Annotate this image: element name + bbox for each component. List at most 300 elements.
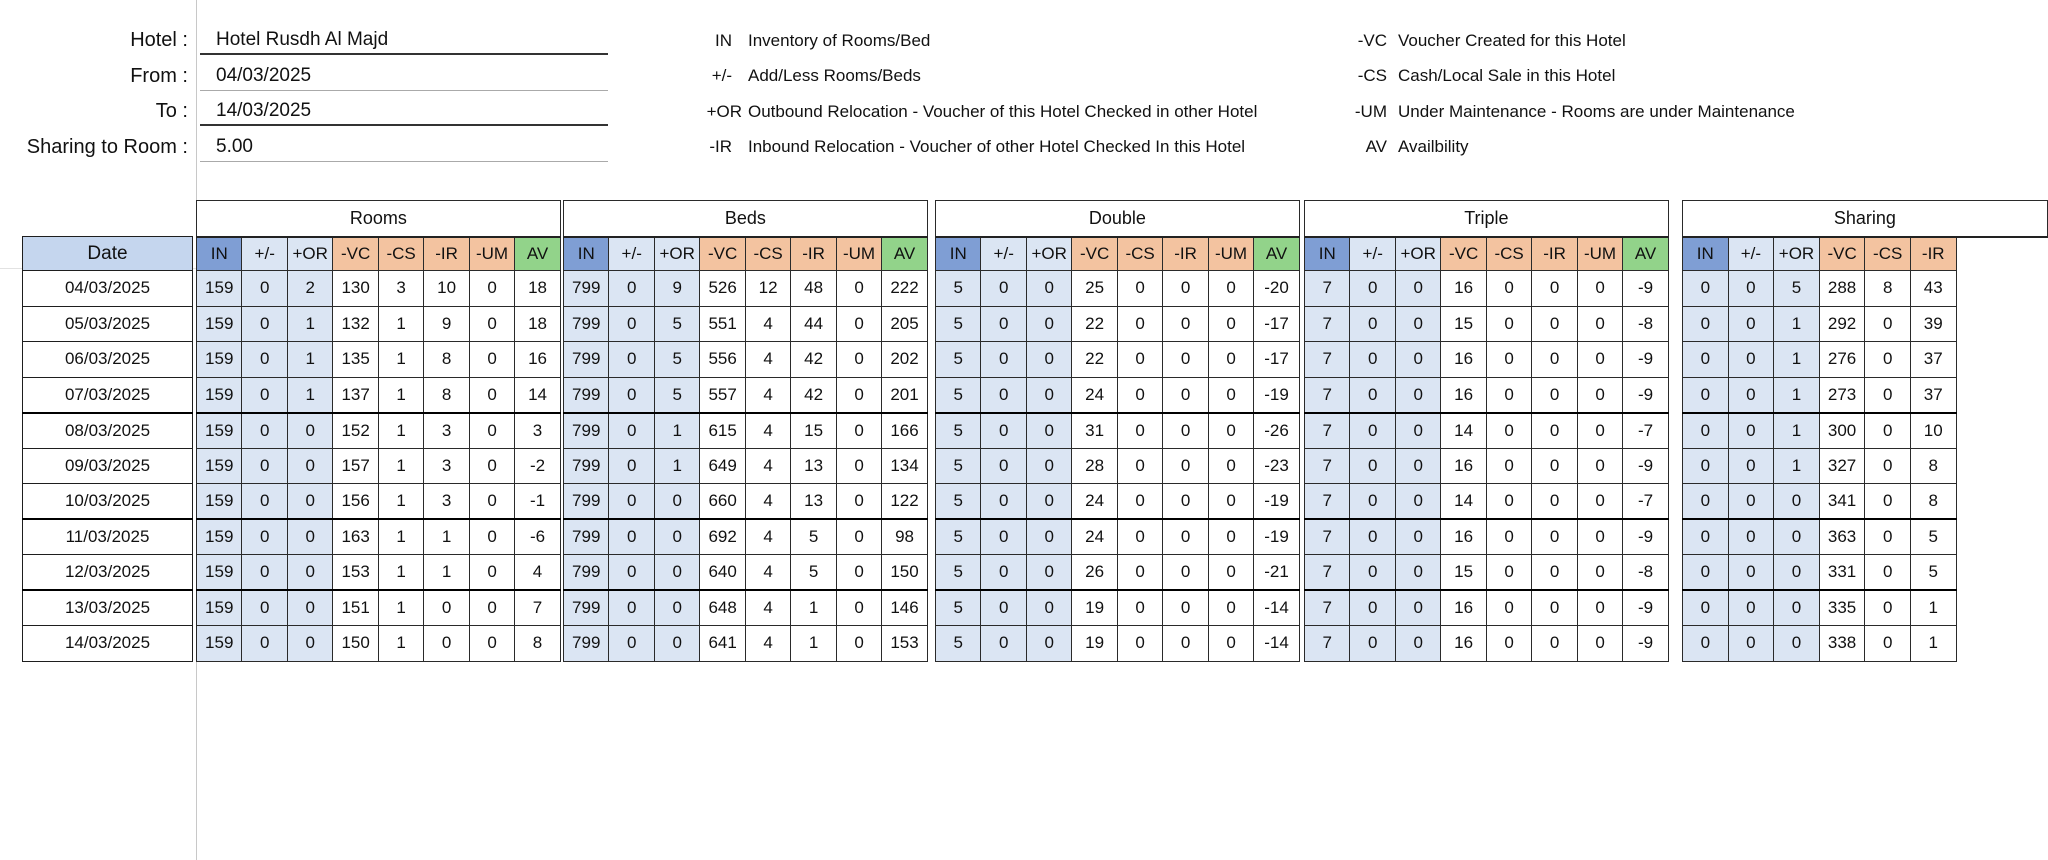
data-cell[interactable]: 0 <box>1350 519 1395 555</box>
data-cell[interactable]: 153 <box>882 626 928 662</box>
data-cell[interactable]: 0 <box>609 519 654 555</box>
data-cell[interactable]: 4 <box>745 342 790 378</box>
data-cell[interactable]: 0 <box>242 377 287 413</box>
data-cell[interactable]: 0 <box>1577 484 1622 520</box>
column-header[interactable]: +/- <box>609 237 654 271</box>
data-cell[interactable]: -6 <box>515 519 561 555</box>
data-cell[interactable]: 0 <box>1395 448 1440 484</box>
data-cell[interactable]: 338 <box>1819 626 1865 662</box>
data-cell[interactable]: 159 <box>197 555 242 591</box>
data-cell[interactable]: 0 <box>1486 555 1531 591</box>
data-cell[interactable]: 0 <box>609 413 654 449</box>
data-cell[interactable]: 5 <box>1774 271 1820 307</box>
column-header[interactable]: +OR <box>287 237 332 271</box>
data-cell[interactable]: 0 <box>609 306 654 342</box>
data-cell[interactable]: 0 <box>1532 555 1577 591</box>
data-cell[interactable]: 0 <box>1395 413 1440 449</box>
data-cell[interactable]: 9 <box>424 306 469 342</box>
data-cell[interactable]: 4 <box>515 555 561 591</box>
data-cell[interactable]: 0 <box>1350 484 1395 520</box>
data-cell[interactable]: 0 <box>609 342 654 378</box>
data-cell[interactable]: 641 <box>700 626 745 662</box>
data-cell[interactable]: 0 <box>1774 484 1820 520</box>
data-cell[interactable]: 0 <box>1865 448 1911 484</box>
data-cell[interactable]: -7 <box>1623 484 1669 520</box>
data-cell[interactable]: 1 <box>378 342 423 378</box>
column-header[interactable]: -VC <box>333 237 378 271</box>
column-header[interactable]: IN <box>936 237 981 271</box>
data-cell[interactable]: 18 <box>515 306 561 342</box>
data-cell[interactable]: 0 <box>1208 377 1253 413</box>
data-cell[interactable]: 615 <box>700 413 745 449</box>
data-cell[interactable]: 0 <box>1486 626 1531 662</box>
date-cell[interactable]: 04/03/2025 <box>23 271 193 307</box>
data-cell[interactable]: 292 <box>1819 306 1865 342</box>
column-header[interactable]: +OR <box>1026 237 1071 271</box>
data-cell[interactable]: 24 <box>1072 377 1117 413</box>
data-cell[interactable]: 1 <box>378 590 423 626</box>
data-cell[interactable]: 1 <box>378 555 423 591</box>
data-cell[interactable]: 0 <box>1532 377 1577 413</box>
column-header[interactable]: +/- <box>1350 237 1395 271</box>
column-header[interactable]: +/- <box>981 237 1026 271</box>
data-cell[interactable]: 16 <box>1441 342 1486 378</box>
data-cell[interactable]: 159 <box>197 626 242 662</box>
data-cell[interactable]: 0 <box>981 519 1026 555</box>
data-cell[interactable]: 134 <box>882 448 928 484</box>
column-header[interactable]: -IR <box>1163 237 1208 271</box>
data-cell[interactable]: 5 <box>1910 519 1956 555</box>
data-cell[interactable]: 7 <box>1305 306 1350 342</box>
data-cell[interactable]: 0 <box>287 590 332 626</box>
data-cell[interactable]: 799 <box>564 519 609 555</box>
data-cell[interactable]: 0 <box>242 413 287 449</box>
data-cell[interactable]: -1 <box>515 484 561 520</box>
data-cell[interactable]: 0 <box>1117 484 1162 520</box>
data-cell[interactable]: 1 <box>1774 306 1820 342</box>
data-cell[interactable]: 799 <box>564 590 609 626</box>
data-cell[interactable]: 0 <box>609 377 654 413</box>
data-cell[interactable]: 152 <box>333 413 378 449</box>
data-cell[interactable]: 0 <box>1865 342 1911 378</box>
data-cell[interactable]: 0 <box>1208 413 1253 449</box>
data-cell[interactable]: -2 <box>515 448 561 484</box>
data-cell[interactable]: 10 <box>1910 413 1956 449</box>
data-cell[interactable]: 799 <box>564 555 609 591</box>
data-cell[interactable]: -9 <box>1623 590 1669 626</box>
sharing-value[interactable]: 5.00 <box>200 132 608 162</box>
data-cell[interactable]: 0 <box>654 484 699 520</box>
data-cell[interactable]: 16 <box>1441 377 1486 413</box>
data-cell[interactable]: 0 <box>287 484 332 520</box>
data-cell[interactable]: 1 <box>287 377 332 413</box>
data-cell[interactable]: 1 <box>424 555 469 591</box>
data-cell[interactable]: 0 <box>609 555 654 591</box>
data-cell[interactable]: 0 <box>1395 484 1440 520</box>
data-cell[interactable]: 0 <box>1865 519 1911 555</box>
column-header[interactable]: +/- <box>242 237 287 271</box>
data-cell[interactable]: 0 <box>981 342 1026 378</box>
data-cell[interactable]: 0 <box>1350 377 1395 413</box>
data-cell[interactable]: 692 <box>700 519 745 555</box>
data-cell[interactable]: 288 <box>1819 271 1865 307</box>
data-cell[interactable]: 4 <box>745 306 790 342</box>
data-cell[interactable]: 156 <box>333 484 378 520</box>
data-cell[interactable]: 0 <box>1577 377 1622 413</box>
data-cell[interactable]: 557 <box>700 377 745 413</box>
data-cell[interactable]: 151 <box>333 590 378 626</box>
data-cell[interactable]: 0 <box>1728 342 1774 378</box>
data-cell[interactable]: -9 <box>1623 448 1669 484</box>
data-cell[interactable]: 8 <box>424 342 469 378</box>
data-cell[interactable]: 1 <box>378 377 423 413</box>
data-cell[interactable]: 8 <box>1865 271 1911 307</box>
data-cell[interactable]: 0 <box>242 590 287 626</box>
data-cell[interactable]: 14 <box>1441 413 1486 449</box>
data-cell[interactable]: 0 <box>1026 342 1071 378</box>
data-cell[interactable]: 1 <box>1910 626 1956 662</box>
data-cell[interactable]: 0 <box>1163 448 1208 484</box>
data-cell[interactable]: -17 <box>1254 342 1300 378</box>
data-cell[interactable]: 799 <box>564 413 609 449</box>
data-cell[interactable]: 0 <box>1865 626 1911 662</box>
data-cell[interactable]: 0 <box>836 377 881 413</box>
data-cell[interactable]: 0 <box>1532 590 1577 626</box>
data-cell[interactable]: 222 <box>882 271 928 307</box>
data-cell[interactable]: 4 <box>745 377 790 413</box>
column-header[interactable]: -CS <box>745 237 790 271</box>
data-cell[interactable]: 273 <box>1819 377 1865 413</box>
data-cell[interactable]: 0 <box>1117 377 1162 413</box>
data-cell[interactable]: 0 <box>1163 555 1208 591</box>
data-cell[interactable]: 1 <box>1774 342 1820 378</box>
data-cell[interactable]: 0 <box>1486 484 1531 520</box>
data-cell[interactable]: 31 <box>1072 413 1117 449</box>
column-header[interactable]: +OR <box>1774 237 1820 271</box>
data-cell[interactable]: 660 <box>700 484 745 520</box>
data-cell[interactable]: 205 <box>882 306 928 342</box>
data-cell[interactable]: 0 <box>1350 342 1395 378</box>
data-cell[interactable]: 22 <box>1072 342 1117 378</box>
date-cell[interactable]: 12/03/2025 <box>23 555 193 591</box>
data-cell[interactable]: 5 <box>936 271 981 307</box>
data-cell[interactable]: 0 <box>1577 306 1622 342</box>
data-cell[interactable]: 159 <box>197 448 242 484</box>
data-cell[interactable]: 0 <box>287 519 332 555</box>
data-cell[interactable]: 0 <box>1395 306 1440 342</box>
data-cell[interactable]: 0 <box>1117 555 1162 591</box>
data-cell[interactable]: 0 <box>654 590 699 626</box>
data-cell[interactable]: 0 <box>1026 413 1071 449</box>
data-cell[interactable]: 1 <box>378 448 423 484</box>
data-cell[interactable]: 7 <box>1305 271 1350 307</box>
data-cell[interactable]: 0 <box>469 448 514 484</box>
data-cell[interactable]: 0 <box>1532 626 1577 662</box>
data-cell[interactable]: 0 <box>1208 342 1253 378</box>
data-cell[interactable]: 0 <box>242 519 287 555</box>
data-cell[interactable]: -9 <box>1623 342 1669 378</box>
data-cell[interactable]: 0 <box>1486 342 1531 378</box>
data-cell[interactable]: 0 <box>242 626 287 662</box>
data-cell[interactable]: 0 <box>1026 271 1071 307</box>
data-cell[interactable]: 0 <box>1865 484 1911 520</box>
data-cell[interactable]: -20 <box>1254 271 1300 307</box>
data-cell[interactable]: 0 <box>836 342 881 378</box>
data-cell[interactable]: 0 <box>609 626 654 662</box>
data-cell[interactable]: 0 <box>1350 590 1395 626</box>
data-cell[interactable]: 0 <box>1865 555 1911 591</box>
date-cell[interactable]: 05/03/2025 <box>23 306 193 342</box>
data-cell[interactable]: 0 <box>1728 626 1774 662</box>
data-cell[interactable]: 1 <box>1774 448 1820 484</box>
data-cell[interactable]: 0 <box>1395 377 1440 413</box>
data-cell[interactable]: 5 <box>936 590 981 626</box>
data-cell[interactable]: 0 <box>1683 626 1729 662</box>
group-title[interactable]: Beds <box>564 201 928 237</box>
column-header[interactable]: IN <box>197 237 242 271</box>
data-cell[interactable]: 0 <box>1486 377 1531 413</box>
data-cell[interactable]: 13 <box>791 484 836 520</box>
data-cell[interactable]: 0 <box>981 555 1026 591</box>
data-cell[interactable]: 9 <box>654 271 699 307</box>
data-cell[interactable]: 0 <box>424 590 469 626</box>
data-cell[interactable]: 16 <box>1441 448 1486 484</box>
data-cell[interactable]: 0 <box>1486 306 1531 342</box>
data-cell[interactable]: 4 <box>745 448 790 484</box>
to-value[interactable]: 14/03/2025 <box>200 96 608 126</box>
data-cell[interactable]: 0 <box>424 626 469 662</box>
data-cell[interactable]: 0 <box>1117 271 1162 307</box>
data-cell[interactable]: 24 <box>1072 484 1117 520</box>
data-cell[interactable]: 0 <box>1026 306 1071 342</box>
data-cell[interactable]: 0 <box>1350 413 1395 449</box>
data-cell[interactable]: 0 <box>609 484 654 520</box>
data-cell[interactable]: 3 <box>424 413 469 449</box>
column-header[interactable]: -CS <box>378 237 423 271</box>
data-cell[interactable]: 0 <box>1683 590 1729 626</box>
data-cell[interactable]: 15 <box>791 413 836 449</box>
data-cell[interactable]: 0 <box>1774 626 1820 662</box>
data-cell[interactable]: 7 <box>1305 484 1350 520</box>
data-cell[interactable]: 7 <box>1305 413 1350 449</box>
data-cell[interactable]: 22 <box>1072 306 1117 342</box>
data-cell[interactable]: 0 <box>1683 342 1729 378</box>
data-cell[interactable]: 153 <box>333 555 378 591</box>
data-cell[interactable]: 649 <box>700 448 745 484</box>
data-cell[interactable]: 5 <box>936 342 981 378</box>
column-header[interactable]: -IR <box>1532 237 1577 271</box>
data-cell[interactable]: 7 <box>1305 555 1350 591</box>
data-cell[interactable]: 0 <box>1865 306 1911 342</box>
data-cell[interactable]: 0 <box>242 448 287 484</box>
data-cell[interactable]: 0 <box>1208 306 1253 342</box>
data-cell[interactable]: 19 <box>1072 590 1117 626</box>
data-cell[interactable]: -19 <box>1254 519 1300 555</box>
data-cell[interactable]: 7 <box>1305 342 1350 378</box>
column-header[interactable]: -UM <box>469 237 514 271</box>
column-header[interactable]: AV <box>882 237 928 271</box>
data-cell[interactable]: 202 <box>882 342 928 378</box>
data-cell[interactable]: 122 <box>882 484 928 520</box>
data-cell[interactable]: 331 <box>1819 555 1865 591</box>
data-cell[interactable]: 0 <box>1350 626 1395 662</box>
data-cell[interactable]: 0 <box>981 413 1026 449</box>
data-cell[interactable]: 42 <box>791 377 836 413</box>
data-cell[interactable]: 135 <box>333 342 378 378</box>
data-cell[interactable]: 1 <box>791 626 836 662</box>
data-cell[interactable]: 0 <box>1774 555 1820 591</box>
data-cell[interactable]: -8 <box>1623 555 1669 591</box>
data-cell[interactable]: 0 <box>654 626 699 662</box>
data-cell[interactable]: 640 <box>700 555 745 591</box>
data-cell[interactable]: 159 <box>197 271 242 307</box>
data-cell[interactable]: 0 <box>242 342 287 378</box>
data-cell[interactable]: 0 <box>1395 271 1440 307</box>
column-header[interactable]: IN <box>1305 237 1350 271</box>
data-cell[interactable]: 0 <box>1577 626 1622 662</box>
data-cell[interactable]: 799 <box>564 448 609 484</box>
date-cell[interactable]: 13/03/2025 <box>23 590 193 626</box>
data-cell[interactable]: 0 <box>1774 590 1820 626</box>
data-cell[interactable]: 8 <box>515 626 561 662</box>
data-cell[interactable]: 0 <box>1117 590 1162 626</box>
data-cell[interactable]: 0 <box>1395 519 1440 555</box>
data-cell[interactable]: 26 <box>1072 555 1117 591</box>
data-cell[interactable]: 0 <box>1026 555 1071 591</box>
data-cell[interactable]: 0 <box>836 626 881 662</box>
data-cell[interactable]: 5 <box>936 413 981 449</box>
data-cell[interactable]: 39 <box>1910 306 1956 342</box>
data-cell[interactable]: 0 <box>1532 342 1577 378</box>
data-cell[interactable]: 0 <box>1577 519 1622 555</box>
data-cell[interactable]: 335 <box>1819 590 1865 626</box>
data-cell[interactable]: 13 <box>791 448 836 484</box>
data-cell[interactable]: 0 <box>609 590 654 626</box>
data-cell[interactable]: 0 <box>1486 271 1531 307</box>
data-cell[interactable]: 0 <box>1728 519 1774 555</box>
data-cell[interactable]: 0 <box>1683 484 1729 520</box>
data-cell[interactable]: 0 <box>836 306 881 342</box>
data-cell[interactable]: 2 <box>287 271 332 307</box>
data-cell[interactable]: 0 <box>1577 448 1622 484</box>
data-cell[interactable]: 0 <box>287 626 332 662</box>
data-cell[interactable]: 0 <box>1117 519 1162 555</box>
data-cell[interactable]: 0 <box>1350 306 1395 342</box>
data-cell[interactable]: 5 <box>936 484 981 520</box>
column-header[interactable]: -IR <box>791 237 836 271</box>
data-cell[interactable]: 4 <box>745 413 790 449</box>
data-cell[interactable]: 7 <box>1305 448 1350 484</box>
data-cell[interactable]: 0 <box>1865 377 1911 413</box>
data-cell[interactable]: 146 <box>882 590 928 626</box>
data-cell[interactable]: 0 <box>1350 555 1395 591</box>
column-header[interactable]: -VC <box>1072 237 1117 271</box>
data-cell[interactable]: 0 <box>1728 306 1774 342</box>
from-value[interactable]: 04/03/2025 <box>200 61 608 91</box>
data-cell[interactable]: -26 <box>1254 413 1300 449</box>
data-cell[interactable]: 8 <box>1910 448 1956 484</box>
data-cell[interactable]: 0 <box>1532 413 1577 449</box>
data-cell[interactable]: 0 <box>469 377 514 413</box>
column-header[interactable]: IN <box>564 237 609 271</box>
data-cell[interactable]: 0 <box>242 484 287 520</box>
data-cell[interactable]: -9 <box>1623 626 1669 662</box>
data-cell[interactable]: 0 <box>981 271 1026 307</box>
data-cell[interactable]: -14 <box>1254 590 1300 626</box>
data-cell[interactable]: 0 <box>981 306 1026 342</box>
data-cell[interactable]: -21 <box>1254 555 1300 591</box>
data-cell[interactable]: 5 <box>791 555 836 591</box>
data-cell[interactable]: 0 <box>609 271 654 307</box>
data-cell[interactable]: 1 <box>654 413 699 449</box>
data-cell[interactable]: 799 <box>564 271 609 307</box>
data-cell[interactable]: 0 <box>469 271 514 307</box>
data-cell[interactable]: 0 <box>469 626 514 662</box>
data-cell[interactable]: 1 <box>378 519 423 555</box>
data-cell[interactable]: -9 <box>1623 377 1669 413</box>
data-cell[interactable]: 0 <box>242 271 287 307</box>
column-header[interactable]: +/- <box>1728 237 1774 271</box>
data-cell[interactable]: 37 <box>1910 377 1956 413</box>
data-cell[interactable]: 159 <box>197 306 242 342</box>
data-cell[interactable]: -19 <box>1254 484 1300 520</box>
data-cell[interactable]: 0 <box>1163 413 1208 449</box>
data-cell[interactable]: 5 <box>936 306 981 342</box>
data-cell[interactable]: 0 <box>1532 519 1577 555</box>
data-cell[interactable]: 1 <box>378 626 423 662</box>
data-cell[interactable]: 157 <box>333 448 378 484</box>
date-cell[interactable]: 14/03/2025 <box>23 626 193 662</box>
data-cell[interactable]: 0 <box>1395 590 1440 626</box>
column-header[interactable]: -VC <box>1441 237 1486 271</box>
data-cell[interactable]: 0 <box>1026 377 1071 413</box>
data-cell[interactable]: 0 <box>1350 271 1395 307</box>
data-cell[interactable]: 5 <box>654 306 699 342</box>
data-cell[interactable]: 799 <box>564 377 609 413</box>
data-cell[interactable]: 0 <box>1683 555 1729 591</box>
data-cell[interactable]: 0 <box>1577 413 1622 449</box>
group-title[interactable]: Rooms <box>197 201 561 237</box>
data-cell[interactable]: 0 <box>836 484 881 520</box>
data-cell[interactable]: 0 <box>1395 626 1440 662</box>
data-cell[interactable]: 42 <box>791 342 836 378</box>
data-cell[interactable]: 159 <box>197 342 242 378</box>
data-cell[interactable]: 0 <box>1163 306 1208 342</box>
data-cell[interactable]: 0 <box>1683 519 1729 555</box>
data-cell[interactable]: 0 <box>469 306 514 342</box>
data-cell[interactable]: 7 <box>1305 626 1350 662</box>
data-cell[interactable]: 0 <box>1117 413 1162 449</box>
data-cell[interactable]: 0 <box>1026 519 1071 555</box>
column-header[interactable]: -UM <box>1577 237 1622 271</box>
data-cell[interactable]: 0 <box>1728 448 1774 484</box>
data-cell[interactable]: 3 <box>424 484 469 520</box>
date-cell[interactable]: 07/03/2025 <box>23 377 193 413</box>
date-cell[interactable]: 11/03/2025 <box>23 519 193 555</box>
data-cell[interactable]: -17 <box>1254 306 1300 342</box>
data-cell[interactable]: 25 <box>1072 271 1117 307</box>
data-cell[interactable]: 0 <box>1163 342 1208 378</box>
data-cell[interactable]: 0 <box>1728 484 1774 520</box>
data-cell[interactable]: 4 <box>745 555 790 591</box>
data-cell[interactable]: 0 <box>469 590 514 626</box>
data-cell[interactable]: 0 <box>1163 519 1208 555</box>
data-cell[interactable]: 4 <box>745 590 790 626</box>
data-cell[interactable]: 0 <box>836 590 881 626</box>
column-header[interactable]: -UM <box>836 237 881 271</box>
data-cell[interactable]: 0 <box>1208 626 1253 662</box>
data-cell[interactable]: 0 <box>242 555 287 591</box>
